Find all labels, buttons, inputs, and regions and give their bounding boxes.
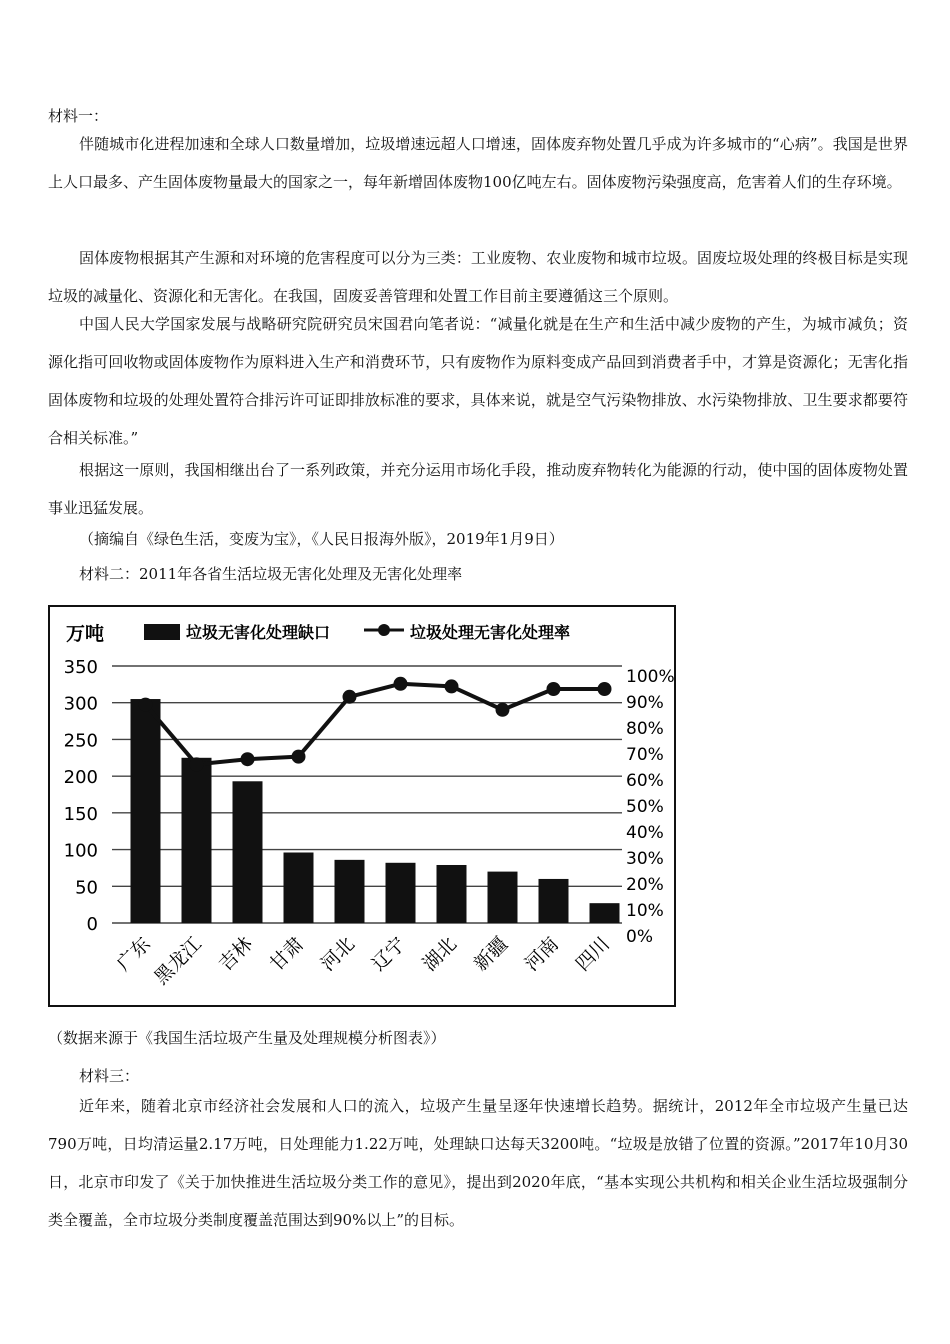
bar bbox=[437, 865, 467, 923]
rate-point bbox=[394, 677, 408, 691]
y-tick-label: 350 bbox=[63, 657, 98, 678]
y2-tick-label: 10% bbox=[626, 901, 664, 921]
rate-point bbox=[496, 703, 510, 717]
material1-heading: 材料一： bbox=[48, 107, 109, 125]
x-tick-label: 河南 bbox=[520, 932, 564, 976]
rate-point bbox=[190, 757, 204, 771]
x-tick-label: 甘肃 bbox=[265, 932, 309, 976]
bar bbox=[590, 903, 620, 923]
rate-point bbox=[241, 752, 255, 766]
bar bbox=[488, 872, 518, 923]
bar bbox=[284, 853, 314, 923]
x-tick-label: 新疆 bbox=[469, 932, 513, 976]
rate-point bbox=[547, 682, 561, 696]
rate-point bbox=[343, 690, 357, 704]
x-tick-label: 黑龙江 bbox=[150, 932, 207, 989]
y-tick-label: 150 bbox=[63, 803, 98, 825]
y-tick-label: 100 bbox=[63, 840, 98, 862]
y-tick-label: 200 bbox=[63, 767, 98, 789]
rate-point bbox=[292, 750, 306, 764]
bar bbox=[233, 781, 263, 923]
y2-tick-label: 80% bbox=[626, 719, 664, 739]
y-axis-unit: 万吨 bbox=[66, 623, 105, 645]
y-tick-label: 250 bbox=[63, 730, 98, 752]
x-tick-label: 吉林 bbox=[214, 932, 258, 976]
y2-tick-label: 50% bbox=[626, 797, 664, 817]
material1-paragraph-3: 中国人民大学国家发展与战略研究院研究员宋国君向笔者说：“减量化就是在生产和生活中减少废物的产生，为城市减负；资源化指可回收物或固体废物作为原料进入生产和消费环节，只有废物作为原料变成产品回到消费者手中，才算是资源化；无害化指固体废物和垃圾的处理处置符合排污许可证即排放标准的要求，具体来说，就是空气污染物排放、水污染物排放、卫生要求都要符合相关标准。” bbox=[48, 315, 908, 447]
y-tick-label: 0 bbox=[86, 914, 98, 935]
chart-container bbox=[48, 600, 680, 1008]
bar bbox=[182, 758, 212, 923]
material2-source: （数据来源于《我国生活垃圾产生量及处理规模分析图表》） bbox=[48, 1029, 446, 1047]
bar bbox=[539, 879, 569, 923]
x-tick-label: 辽宁 bbox=[367, 932, 411, 976]
y-tick-label: 50 bbox=[75, 877, 98, 899]
x-tick-label: 四川 bbox=[571, 932, 615, 976]
material3-paragraph-1: 近年来，随着北京市经济社会发展和人口的流入，垃圾产生量呈逐年快速增长趋势。据统计，2012年全市垃圾产生量已达790万吨，日均清运量2.17万吨，日处理能力1.22万吨，处理缺口达每天3200吨。“垃圾是放错了位置的资源。”2017年10月30日，北京市印发了《关于加快推进生活垃圾分类工作的意见》，提出到2020年底，“基本实现公共机构和相关企业生活垃圾强制分类全覆盖，全市垃圾分类制度覆盖范围达到90%以上”的目标。 bbox=[48, 1097, 908, 1229]
material2-heading: 材料二：2011年各省生活垃圾无害化处理及无害化处理率 bbox=[79, 565, 463, 583]
x-tick-label: 河北 bbox=[316, 932, 360, 976]
material1-paragraph-4: 根据这一原则，我国相继出台了一系列政策，并充分运用市场化手段，推动废弃物转化为能源的行动，使中国的固体废物处置事业迅猛发展。 bbox=[48, 461, 908, 517]
y2-tick-label: 90% bbox=[626, 693, 664, 713]
y2-tick-label: 40% bbox=[626, 823, 664, 843]
bar bbox=[131, 699, 161, 923]
y2-tick-label: 20% bbox=[626, 875, 664, 895]
y2-tick-label: 70% bbox=[626, 745, 664, 765]
rate-point bbox=[139, 698, 153, 712]
x-tick-label: 广东 bbox=[112, 932, 156, 976]
bar bbox=[386, 863, 416, 923]
y2-tick-label: 0% bbox=[626, 927, 653, 947]
y-tick-label: 300 bbox=[63, 693, 98, 715]
legend-bar-swatch bbox=[144, 624, 180, 640]
legend-line-label: 垃圾处理无害化处理率 bbox=[410, 623, 571, 642]
rate-point bbox=[598, 682, 612, 696]
y2-tick-label: 30% bbox=[626, 849, 664, 869]
y2-tick-label: 60% bbox=[626, 771, 664, 791]
material1-paragraph-1: 伴随城市化进程加速和全球人口数量增加，垃圾增速远超人口增速，固体废弃物处置几乎成为许多城市的“心病”。我国是世界上人口最多、产生固体废物量最大的国家之一，每年新增固体废物100亿吨左右。固体废物污染强度高，危害着人们的生存环境。 bbox=[48, 135, 908, 191]
material3-heading: 材料三： bbox=[79, 1067, 140, 1085]
legend-line-marker bbox=[378, 624, 390, 636]
bar bbox=[335, 860, 365, 923]
x-tick-label: 湖北 bbox=[418, 932, 462, 976]
chart-svg bbox=[48, 600, 680, 1008]
legend-bar-label: 垃圾无害化处理缺口 bbox=[186, 623, 331, 642]
material1-source: （摘编自《绿色生活，变废为宝》，《人民日报海外版》，2019年1月9日） bbox=[79, 530, 564, 548]
material1-paragraph-2: 固体废物根据其产生源和对环境的危害程度可以分为三类：工业废物、农业废物和城市垃圾。固废垃圾处理的终极目标是实现垃圾的减量化、资源化和无害化。在我国，固废妥善管理和处置工作目前主要遵循这三个原则。 bbox=[48, 249, 908, 305]
rate-point bbox=[445, 679, 459, 693]
y2-tick-label: 100% bbox=[626, 667, 675, 687]
